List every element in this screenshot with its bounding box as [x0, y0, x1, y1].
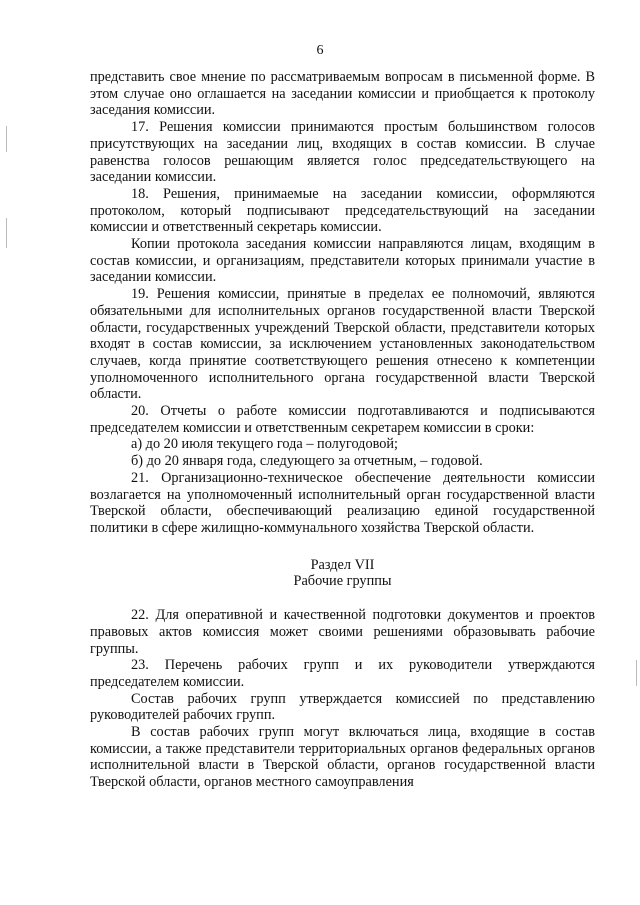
document-body	[90, 69, 595, 791]
paragraph-21: 21. Организационно-техническое обеспечение деятельности комиссии возлагается на уполномоченный исполнительный орган государственной власти Тверской области, обеспечивающий реализацию единой государственной политики в сфере жилищно-коммунального хозяйства Тверской области.	[90, 469, 595, 536]
section-title: Рабочие группы	[293, 573, 392, 590]
scan-margin-mark	[636, 660, 637, 686]
paragraph-19: 19. Решения комиссии, принятые в пределах ее полномочий, являются обязательными для исполнительных органов государственной власти Тверской области, государственных учреждений Тверской области, представители которых входят в состав комиссии, за исключением установленных законодательством случаев, когда принятие соответствующего решения отнесено к компетенции уполномоченного исполнительного органа государственной власти Тверской области.	[90, 286, 595, 403]
scan-margin-mark	[6, 126, 7, 152]
paragraph-working-groups-composition: Состав рабочих групп утверждается комиссией по представлению руководителей рабочих групп.	[90, 690, 595, 724]
paragraph-working-groups-members: В состав рабочих групп могут включаться лица, входящие в состав комиссии, а также представители территориальных органов федеральных органов исполнительной власти в Тверской области, органов государственной власти Тверской области, органов местного самоуправления	[90, 724, 595, 791]
paragraph-20: 20. Отчеты о работе комиссии подготавливаются и подписываются председателем комиссии и ответственным секретарем комиссии в сроки:	[90, 403, 595, 436]
paragraph-protocol-copies: Копии протокола заседания комиссии направляются лицам, входящим в состав комиссии, и организациям, представители которых принимали участие в заседании комиссии.	[90, 236, 595, 286]
list-item-a: а) до 20 июля текущего года – полугодовой;	[131, 436, 399, 453]
list-item-b: б) до 20 января года, следующего за отчетным, – годовой.	[131, 453, 483, 470]
paragraph-23: 23. Перечень рабочих групп и их руководители утверждаются председателем комиссии.	[90, 657, 595, 690]
paragraph-continuation: представить свое мнение по рассматриваемым вопросам в письменной форме. В этом случае оно оглашается на заседании комиссии и приобщается к протоколу заседания комиссии.	[90, 69, 595, 119]
page-number: 6	[316, 43, 324, 58]
paragraph-22: 22. Для оперативной и качественной подготовки документов и проектов правовых актов комиссия может своими решениями образовывать рабочие группы.	[90, 607, 595, 657]
scan-margin-mark	[6, 218, 7, 248]
paragraph-17: 17. Решения комиссии принимаются простым большинством голосов присутствующих на заседании лиц, входящих в состав комиссии. В случае равенства голосов решающим является голос председательствующего на заседании комиссии.	[90, 119, 595, 186]
paragraph-18: 18. Решения, принимаемые на заседании комиссии, оформляются протоколом, который подписывают председательствующий на заседании комиссии и ответственный секретарь комиссии.	[90, 185, 595, 236]
section-number: Раздел VII	[310, 556, 375, 573]
